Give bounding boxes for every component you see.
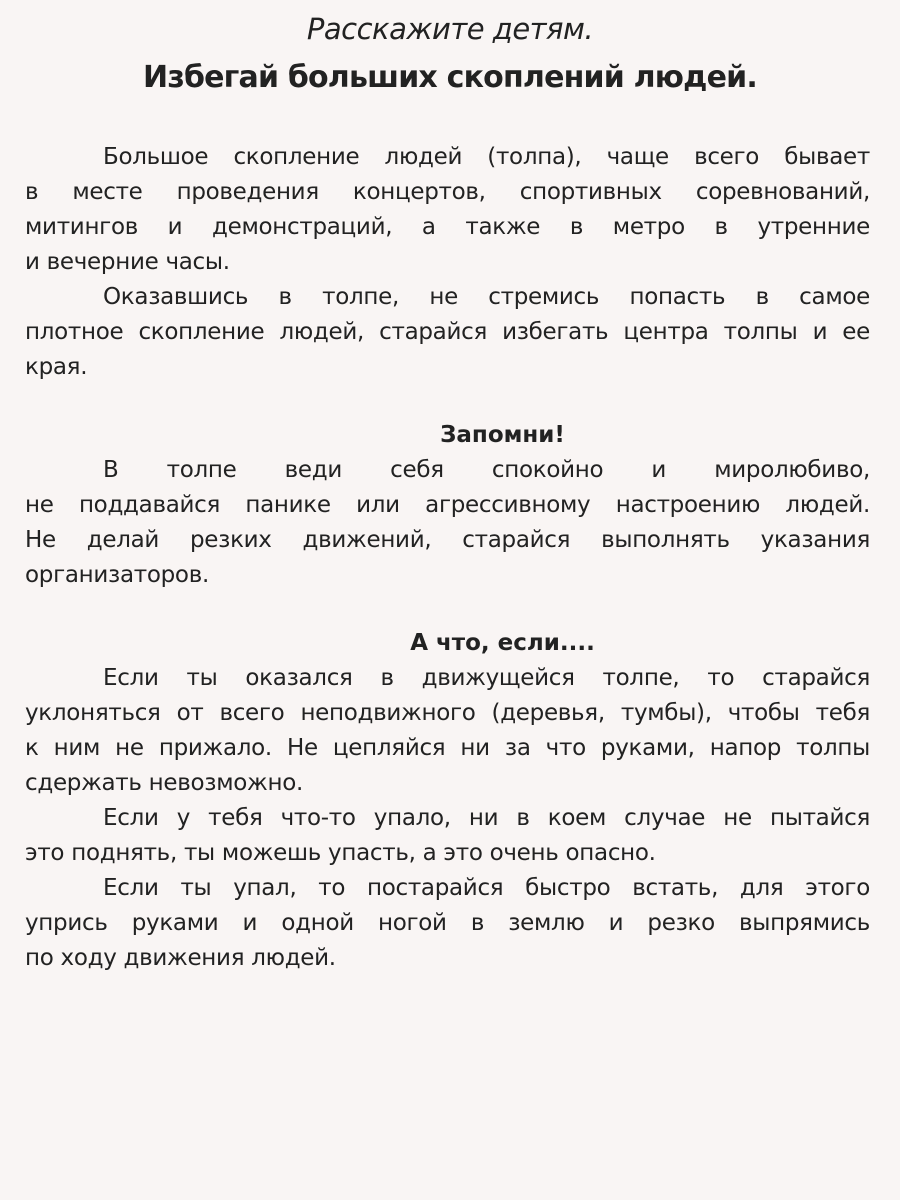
section-heading: А что, если....	[410, 630, 595, 656]
text-line: митингов и демонстраций, а также в метро в утренние	[25, 214, 870, 240]
text-line: не поддавайся панике или агрессивному настроению людей.	[25, 492, 870, 518]
text-line: Если у тебя что-то упало, ни в коем случае не пытайся	[103, 805, 870, 831]
paragraph	[25, 140, 870, 280]
paragraph	[25, 871, 870, 976]
text-line: это поднять, ты можешь упасть, а это очень опасно.	[25, 840, 656, 866]
text-line: организаторов.	[25, 562, 209, 588]
text-line: Оказавшись в толпе, не стремись попасть в самое	[103, 284, 870, 310]
paragraph	[25, 661, 870, 801]
document-body	[25, 140, 870, 976]
text-line: уклоняться от всего неподвижного (деревья, тумбы), чтобы тебя	[25, 700, 870, 726]
text-line: Если ты оказался в движущейся толпе, то старайся	[103, 665, 870, 691]
text-line: в месте проведения концертов, спортивных соревнований,	[25, 179, 870, 205]
page-subtitle: Расскажите детям.	[306, 12, 594, 46]
section-heading: Запомни!	[440, 422, 565, 448]
paragraph	[25, 280, 870, 385]
text-line: и вечерние часы.	[25, 249, 230, 275]
text-line: упрись руками и одной ногой в землю и резко выпрямись	[25, 910, 870, 936]
text-line: Большое скопление людей (толпа), чаще всего бывает	[103, 144, 870, 170]
paragraph	[25, 453, 870, 593]
paragraph	[25, 801, 870, 871]
text-line: сдержать невозможно.	[25, 770, 303, 796]
text-line: плотное скопление людей, старайся избегать центра толпы и ее	[25, 319, 870, 345]
text-line: В толпе веди себя спокойно и миролюбиво,	[103, 457, 870, 483]
text-line: края.	[25, 354, 88, 380]
page-title: Избегай больших скоплений людей.	[143, 60, 757, 95]
text-line: Не делай резких движений, старайся выполнять указания	[25, 527, 870, 553]
text-line: по ходу движения людей.	[25, 945, 336, 971]
text-line: к ним не прижало. Не цепляйся ни за что руками, напор толпы	[25, 735, 870, 761]
text-line: Если ты упал, то постарайся быстро встать, для этого	[103, 875, 870, 901]
